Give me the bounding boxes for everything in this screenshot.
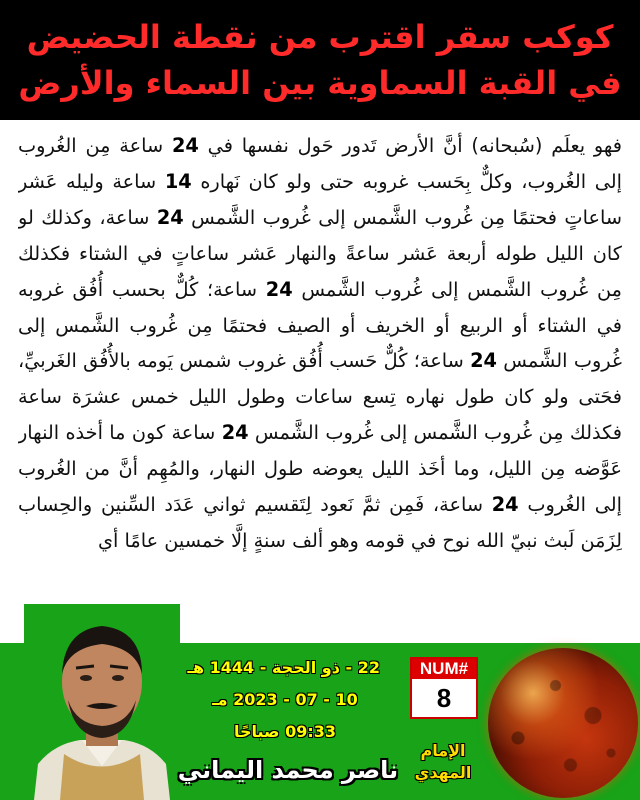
article-number: 14 — [164, 169, 192, 193]
article-text: ساعة، فَمِن ثمَّ نَعود لِتَقسيم ثواني عَدَد السِّنين والحِساب لِزَمَن لَبث نبيّ الله نوح في قومه وهو ألف سنةٍ إلَّا خمسين عامًا أي — [18, 493, 622, 552]
article-text: ساعة؛ كُلٌّ بحسب أُفُق غروبه في الشتاء أو الربيع أو الخريف أو الصيف فحتمًا مِن غُروب الشَّمس إلى غُروب الشَّمس — [18, 277, 622, 373]
number-badge-label: NUM# — [412, 659, 476, 679]
article-text: ساعة مِن الغُروب إلى الغُروب، وكلٌّ بِحَسب غروبه حتى ولو كان نَهاره — [18, 134, 622, 193]
article-text: ساعة وليله عَشر ساعاتٍ فحتمًا مِن غُروب الشَّمس إلى غُروب الشَّمس — [18, 169, 622, 229]
article-number: 24 — [491, 493, 519, 517]
header-banner — [0, 0, 640, 120]
author-portrait-icon — [24, 604, 180, 800]
article-text: فهو يعلَم (سُبحانه) أنَّ الأرض تَدور حَول نفسها في — [198, 134, 622, 157]
number-badge — [410, 657, 478, 719]
article-number: 24 — [470, 349, 497, 373]
article-number: 24 — [265, 277, 293, 301]
page-title-line-1: كوكب سقر اقترب من نقطة الحضيض — [26, 18, 614, 56]
article-body — [18, 128, 622, 618]
author-title-line-1: الإمام — [420, 741, 466, 760]
article-number: 24 — [221, 421, 249, 445]
article-text: ساعة؛ كُلٌّ حَسب أُفُق غروب شمس يَومه بالأُفُق الغَربيِّ، فحَتى ولو كان طول نهاره تِسع ساعات وطول الليل خمس عشرَة ساعة فكذلك مِن غُروب الشَّمس إلى غُروب الشَّمس — [18, 349, 622, 445]
author-name: ناصر محمد اليماني — [177, 756, 399, 784]
post-time: 09:33 صباحًا — [233, 722, 337, 741]
article-number: 24 — [171, 134, 199, 157]
author-title — [404, 740, 482, 784]
article-number: 24 — [156, 205, 184, 229]
date-block — [187, 652, 380, 748]
page-title-line-2: في القبة السماوية بين السماء والأرض — [18, 64, 622, 102]
hijri-date: 22 - ذو الحجة - 1444 هـ — [187, 658, 380, 677]
number-badge-value: 8 — [436, 683, 452, 713]
article-text: ساعة كون ما أخذه النهار عَوَّضه مِن الليل، وما أخَذ الليل يعوضه طول النهار، والمُهِم أنَّ من الغُروب إلى الغُروب — [18, 421, 622, 517]
gregorian-date: 10 - 07 - 2023 مـ — [212, 690, 358, 709]
planet-saqar-icon — [488, 648, 638, 798]
article-text: ساعة، وكذلك لو كان الليل طوله أربعة عَشر ساعةً والنهار عَشر ساعاتٍ في الشتاء فكذلك مِن غُروب الشَّمس إلى غُروب الشَّمس — [18, 205, 622, 301]
author-title-line-2: المهدي — [414, 763, 472, 782]
